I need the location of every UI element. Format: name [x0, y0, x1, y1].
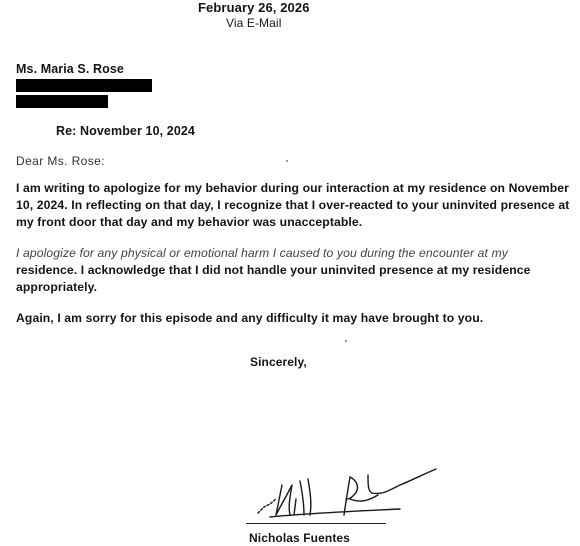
paragraph-2-line-2: residence. I acknowledge that I did not handle your uninvited presence at my residence: [16, 263, 531, 277]
salutation: Dear Ms. Rose:: [16, 154, 105, 168]
paragraph-1-line-3: my front door that day and my behavior was unacceptable.: [16, 215, 363, 229]
scan-speck: [345, 340, 347, 342]
paragraph-1-line-2: 10, 2024. In reflecting on that day, I recognize that I over-reacted to your uninvited presence at: [16, 198, 570, 212]
paragraph-1-line-1: I am writing to apologize for my behavior during our interaction at my residence on November: [16, 181, 569, 195]
delivery-method: Via E-Mail: [226, 16, 282, 30]
paragraph-2-line-1: I apologize for any physical or emotional harm I caused to you during the encounter at my: [16, 246, 508, 260]
closing: Sincerely,: [250, 355, 307, 369]
letter-date: February 26, 2026: [198, 0, 310, 15]
handwritten-signature: [250, 455, 440, 525]
signer-name: Nicholas Fuentes: [249, 531, 350, 545]
signature-line: [246, 523, 386, 524]
redacted-address-line-1: [16, 79, 152, 92]
paragraph-3-line-1: Again, I am sorry for this episode and any difficulty it may have brought to you.: [16, 311, 484, 325]
redacted-address-line-2: [16, 95, 108, 108]
scan-speck: [286, 160, 288, 162]
recipient-name: Ms. Maria S. Rose: [16, 62, 124, 76]
subject-line: Re: November 10, 2024: [56, 124, 195, 138]
paragraph-2-line-3: appropriately.: [16, 280, 98, 294]
